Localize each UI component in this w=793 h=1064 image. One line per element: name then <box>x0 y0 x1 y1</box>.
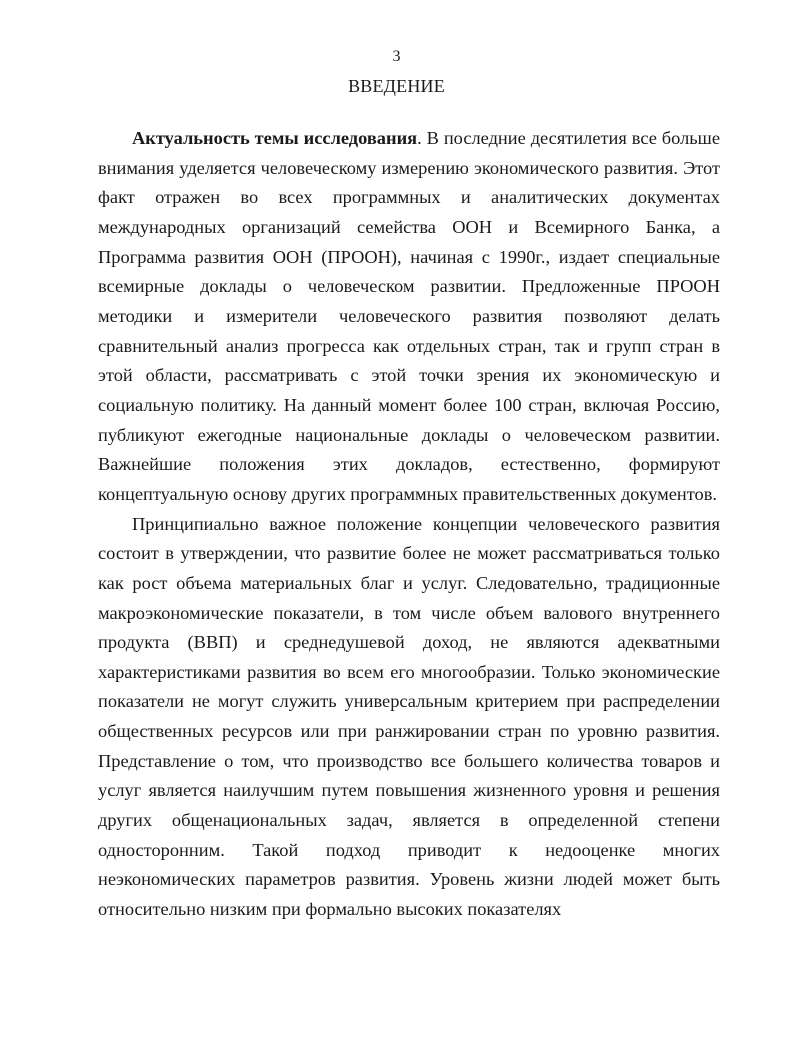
paragraph-text: . В последние десятилетия все больше внимания уделяется человеческому измерению экономического развития. Этот факт отражен во всех программных и аналитических документах международных организаций семейства ООН и Всемирного Банка, а Программа развития ООН (ПРООН), начиная с 1990г., издает специальные всемирные доклады о человеческом развитии. Предложенные ПРООН методики и измерители человеческого развития позволяют делать сравнительный анализ прогресса как отдельных стран, так и групп стран в этой области, рассматривать с этой точки зрения их экономическую и социальную политику. На данный момент более 100 стран, включая Россию, публикуют ежегодные национальные доклады о человеческом развитии. Важнейшие положения этих докладов, естественно, формируют концептуальную основу других программных правительственных документов. <box>98 128 721 504</box>
page-title: ВВЕДЕНИЕ <box>348 76 445 96</box>
paragraph-text: Принципиально важное положение концепции человеческого развития состоит в утверждении, что развитие более не может рассматриваться только как рост объема материальных благ и услуг. Следовательно, традиционные макроэкономические показатели, в том числе объем валового внутреннего продукта (ВВП) и среднедушевой доход, не являются адекватными характеристиками развития во всем его многообразии. Только экономические показатели не могут служить универсальным критерием при распределении общественных ресурсов или при ранжировании стран по уровню развития. Представление о том, что производство все большего количества товаров и услуг является наилучшим путем повышения жизненного уровня и решения других общенациональных задач, является в определенной степени односторонним. Такой подход приводит к недооценке многих неэкономических параметров развития. Уровень жизни людей может быть относительно низким при формально высоких показателях <box>98 513 720 920</box>
document-body <box>98 124 720 925</box>
paragraph-relevance <box>98 124 720 510</box>
paragraph-lead: Актуальность темы исследования <box>132 128 418 148</box>
page-number: 3 <box>392 48 401 65</box>
paragraph-concept <box>98 510 720 925</box>
